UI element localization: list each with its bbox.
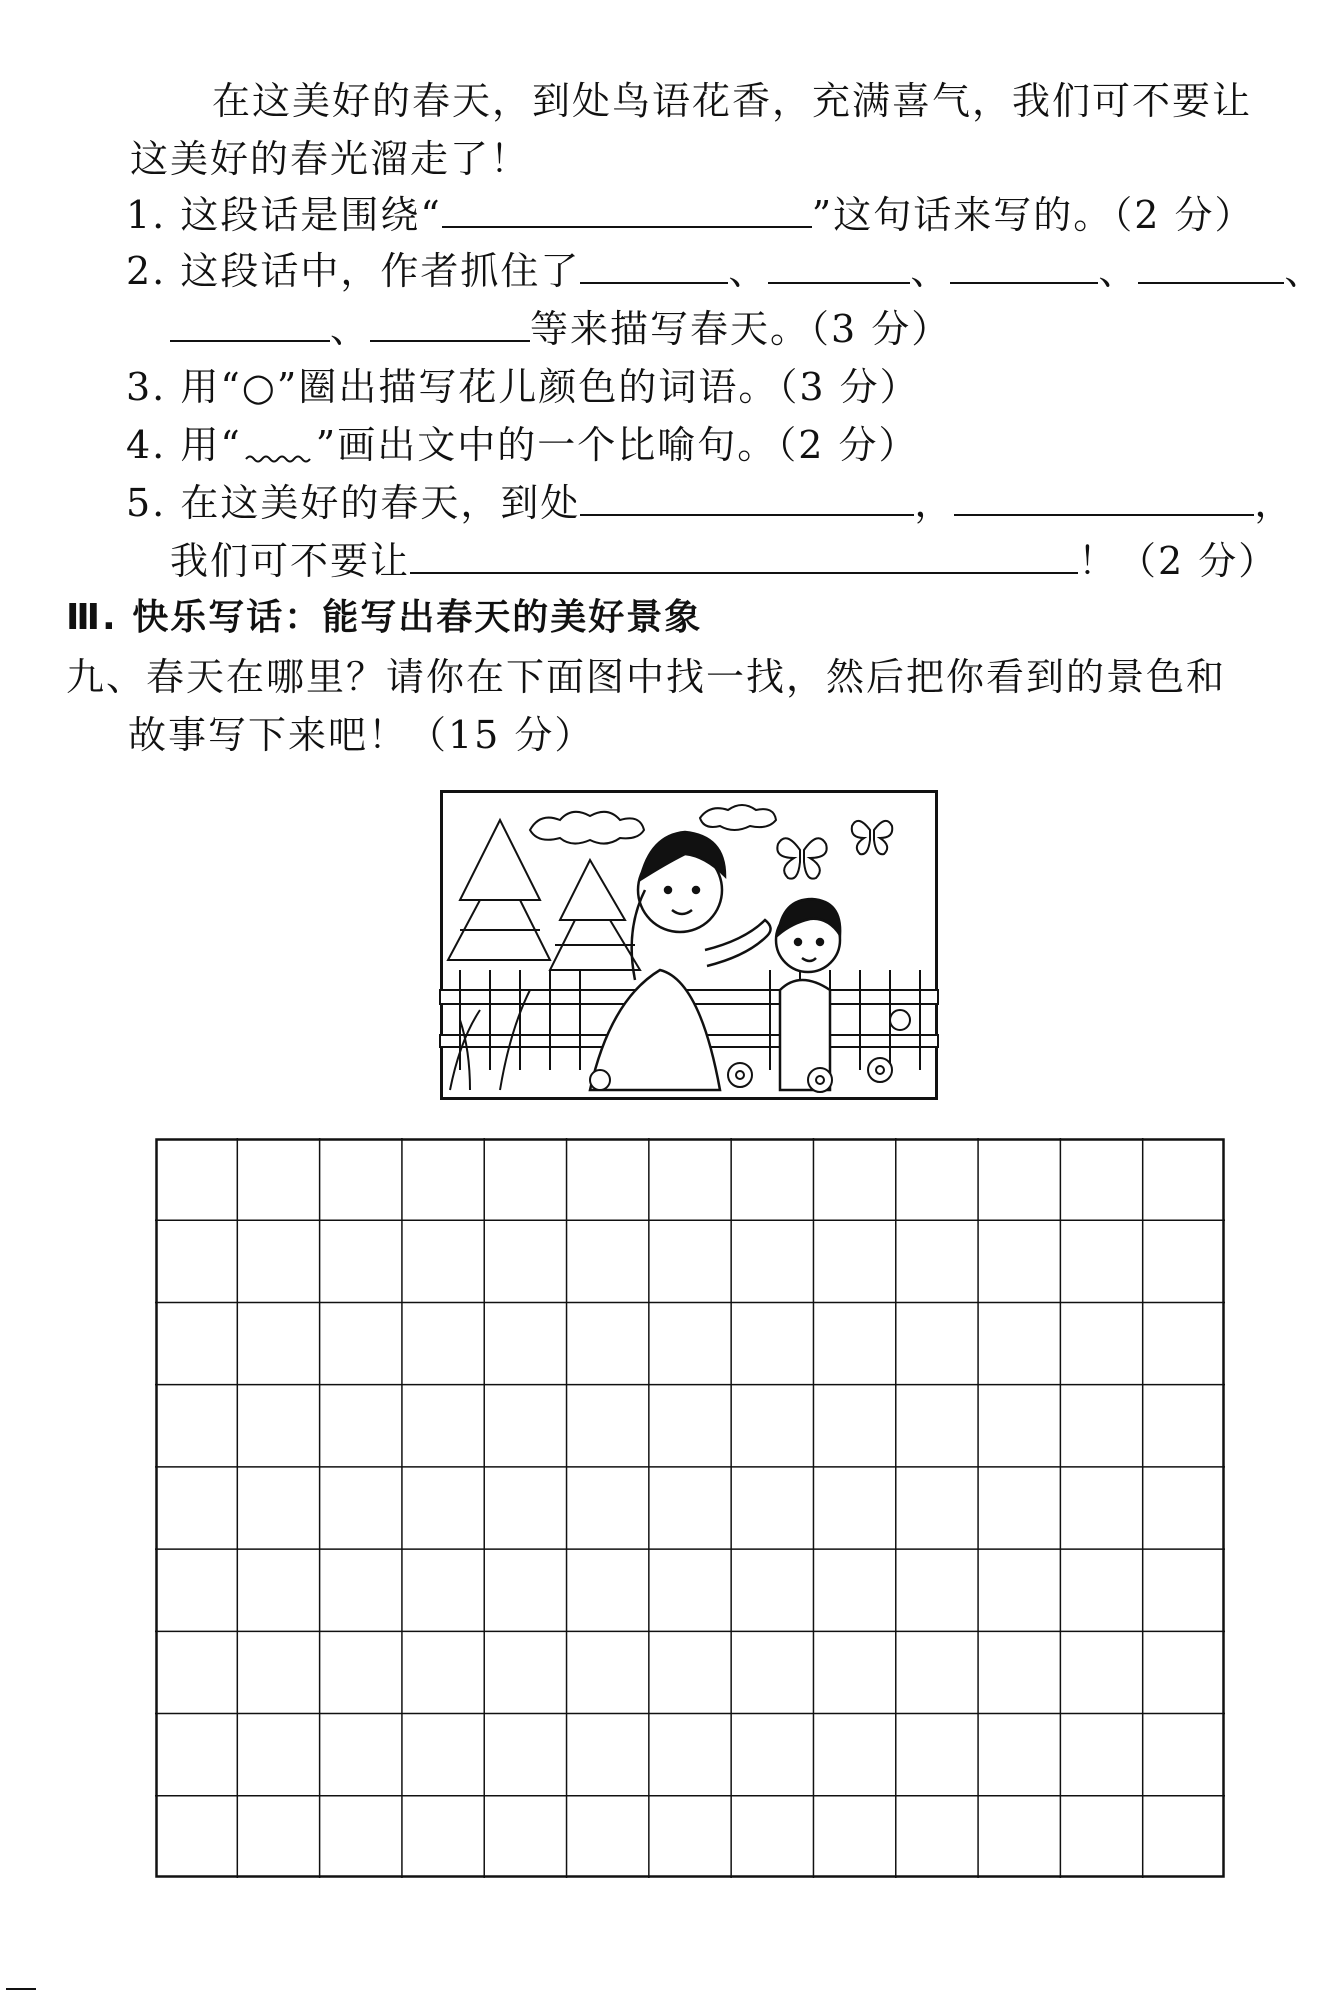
- passage-line-1: 在这美好的春天，到处鸟语花香，充满喜气，我们可不要让: [212, 79, 1253, 123]
- separator: 、: [330, 307, 371, 351]
- comma: ，: [1254, 481, 1295, 525]
- answer-blank[interactable]: [950, 252, 1098, 284]
- question-5-continued: [170, 539, 1279, 583]
- question-4-text-end: ”画出文中的一个比喻句。（2 分）: [315, 423, 919, 467]
- question-2-continued: [170, 307, 952, 351]
- comma: ，: [914, 481, 955, 525]
- writing-grid[interactable]: [155, 1138, 1225, 1878]
- answer-blank[interactable]: [1138, 252, 1284, 284]
- question-5-text-2: 我们可不要让: [170, 539, 411, 583]
- question-1-text-end: ”这句话来写的。（2 分）: [811, 193, 1255, 237]
- separator: 、: [1098, 249, 1139, 293]
- spring-scene-illustration: [440, 790, 938, 1100]
- separator: 、: [728, 249, 769, 293]
- question-5-text: 5. 在这美好的春天，到处: [126, 481, 581, 525]
- separator: 、: [910, 249, 951, 293]
- question-4: [126, 423, 919, 467]
- answer-blank[interactable]: [954, 484, 1254, 516]
- question-4-text: 4. 用“: [126, 423, 242, 467]
- boy-figure: [776, 899, 840, 1090]
- task-9-line-1: 九、春天在哪里？请你在下面图中找一找，然后把你看到的景色和: [66, 655, 1227, 699]
- passage-line-2: 这美好的春光溜走了！: [130, 137, 531, 181]
- answer-blank[interactable]: [442, 196, 812, 228]
- answer-blank[interactable]: [768, 252, 910, 284]
- question-2: [126, 249, 1324, 293]
- question-1: [126, 193, 1255, 237]
- question-5-text-end: ！（2 分）: [1078, 539, 1279, 583]
- question-2-text: 2. 这段话中，作者抓住了: [126, 249, 581, 293]
- answer-blank[interactable]: [170, 310, 330, 342]
- answer-blank[interactable]: [580, 484, 914, 516]
- question-5: [126, 481, 1295, 525]
- answer-blank[interactable]: [580, 252, 728, 284]
- question-1-text: 1. 这段话是围绕“: [126, 193, 442, 237]
- task-9-line-2: 故事写下来吧！（15 分）: [128, 713, 595, 757]
- section-title: Ⅲ. 快乐写话：能写出春天的美好景象: [66, 597, 703, 638]
- question-2-text-end: 等来描写春天。（3 分）: [530, 307, 952, 351]
- page-edge-mark: [6, 1988, 36, 1990]
- answer-blank[interactable]: [410, 542, 1078, 574]
- wavy-underline-icon: [242, 428, 316, 458]
- answer-blank[interactable]: [370, 310, 530, 342]
- separator: 、: [1284, 249, 1324, 293]
- question-3: 3. 用“○”圈出描写花儿颜色的词语。（3 分）: [126, 365, 920, 409]
